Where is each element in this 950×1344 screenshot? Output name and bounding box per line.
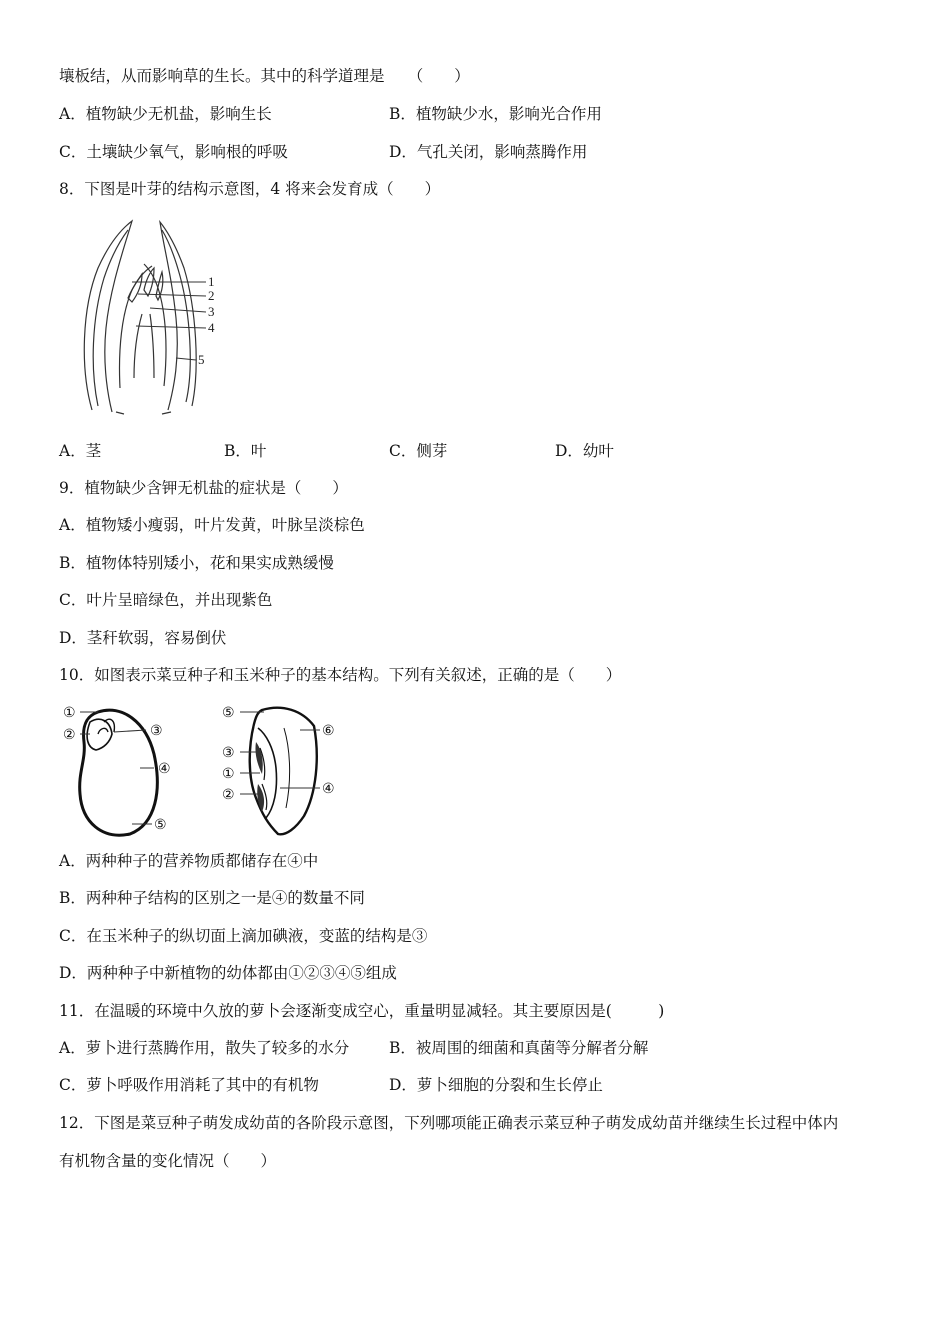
q7-option-d[interactable]: D．气孔关闭，影响蒸腾作用 — [389, 143, 588, 161]
q12-stem-line1: 12．下图是菜豆种子萌发成幼苗的各阶段示意图，下列哪项能正确表示菜豆种子萌发成幼苗并继续生长过程中体内 — [59, 1114, 839, 1132]
bean-seed-figure — [60, 698, 185, 843]
corn-label-3: ③ — [222, 746, 235, 761]
leaf-bud-label-4: 4 — [208, 320, 215, 335]
q11-option-a[interactable]: A．萝卜进行蒸腾作用，散失了较多的水分 — [59, 1039, 350, 1057]
q7-option-c[interactable]: C．土壤缺少氧气，影响根的呼吸 — [59, 143, 288, 161]
bean-label-1: ① — [63, 706, 76, 721]
leaf-bud-label-5: 5 — [198, 352, 205, 367]
q7-option-b[interactable]: B．植物缺少水，影响光合作用 — [389, 105, 602, 123]
q8-option-c[interactable]: C．侧芽 — [389, 442, 448, 460]
bean-label-2: ② — [63, 728, 76, 743]
q8-stem: 8．下图是叶芽的结构示意图，4 将来会发育成（ ） — [59, 180, 441, 198]
q8-option-b[interactable]: B．叶 — [224, 442, 267, 460]
bean-label-3: ③ — [150, 724, 163, 739]
q10-option-b[interactable]: B．两种种子结构的区别之一是④的数量不同 — [59, 889, 365, 907]
q11-stem: 11．在温暖的环境中久放的萝卜会逐渐变成空心，重量明显减轻。其主要原因是( ) — [59, 1002, 665, 1020]
q9-option-a[interactable]: A．植物矮小瘦弱，叶片发黄，叶脉呈淡棕色 — [59, 516, 365, 534]
q11-option-d[interactable]: D．萝卜细胞的分裂和生长停止 — [389, 1076, 603, 1094]
q8-option-d[interactable]: D．幼叶 — [555, 442, 614, 460]
corn-label-1: ① — [222, 767, 235, 782]
corn-label-6: ⑥ — [322, 724, 335, 739]
q12-stem-line2: 有机物含量的变化情况（ ） — [59, 1152, 277, 1170]
leaf-bud-figure — [76, 218, 226, 418]
q11-option-b[interactable]: B．被周围的细菌和真菌等分解者分解 — [389, 1039, 649, 1057]
q11-option-c[interactable]: C．萝卜呼吸作用消耗了其中的有机物 — [59, 1076, 319, 1094]
q8-option-a[interactable]: A．茎 — [59, 442, 102, 460]
q10-option-a[interactable]: A．两种种子的营养物质都储存在④中 — [59, 852, 319, 870]
q10-option-c[interactable]: C．在玉米种子的纵切面上滴加碘液，变蓝的结构是③ — [59, 927, 428, 945]
leaf-bud-label-2: 2 — [208, 288, 215, 303]
leaf-bud-label-1: 1 — [208, 274, 215, 289]
corn-seed-figure — [220, 698, 350, 843]
q7-option-a[interactable]: A．植物缺少无机盐，影响生长 — [59, 105, 272, 123]
q7-stem-tail: 壤板结，从而影响草的生长。其中的科学道理是 （ ） — [59, 67, 470, 85]
q9-stem: 9．植物缺少含钾无机盐的症状是（ ） — [59, 479, 348, 497]
q10-option-d[interactable]: D．两种种子中新植物的幼体都由①②③④⑤组成 — [59, 964, 397, 982]
bean-label-4: ④ — [158, 762, 171, 777]
q9-option-c[interactable]: C．叶片呈暗绿色，并出现紫色 — [59, 591, 273, 609]
corn-label-4: ④ — [322, 782, 335, 797]
q9-option-b[interactable]: B．植物体特别矮小，花和果实成熟缓慢 — [59, 554, 334, 572]
corn-label-2: ② — [222, 788, 235, 803]
corn-label-5: ⑤ — [222, 706, 235, 721]
leaf-bud-label-3: 3 — [208, 304, 215, 319]
q10-stem: 10．如图表示菜豆种子和玉米种子的基本结构。下列有关叙述，正确的是（ ） — [59, 666, 622, 684]
q9-option-d[interactable]: D．茎秆软弱，容易倒伏 — [59, 629, 227, 647]
bean-label-5: ⑤ — [154, 818, 167, 833]
